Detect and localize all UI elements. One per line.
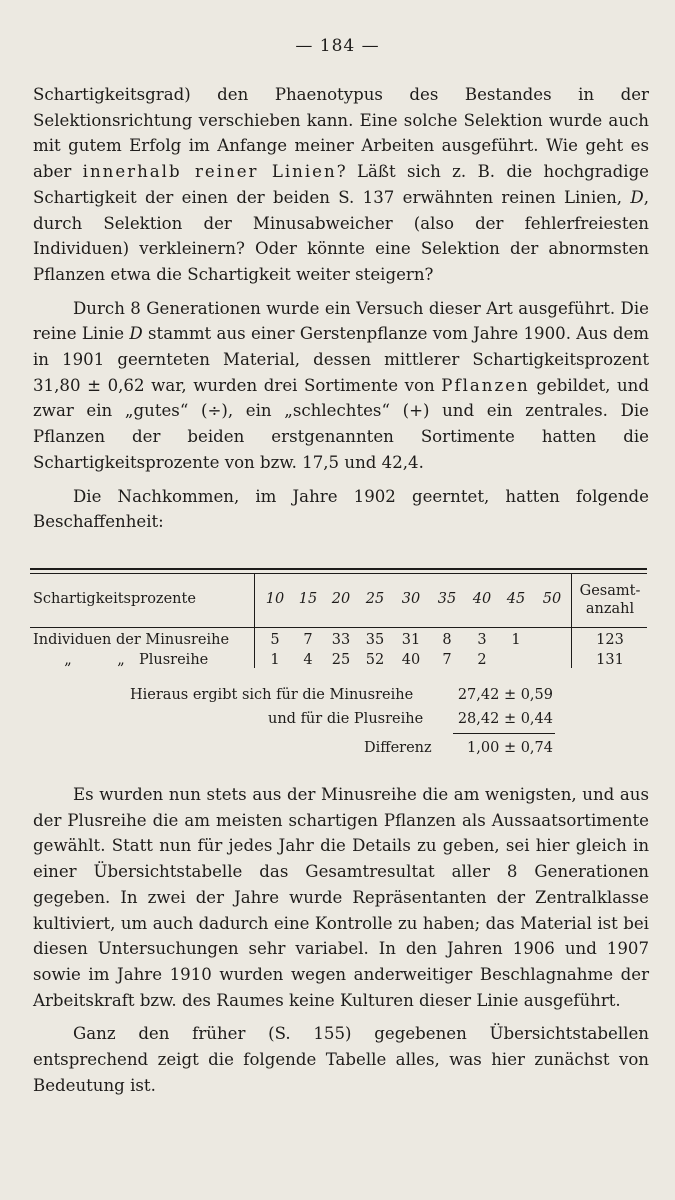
table-top-rule — [30, 568, 647, 570]
class-header: 35 — [437, 591, 457, 607]
body-text-top — [33, 82, 649, 535]
result-line-2-value: 28,42 ± 0,44 — [457, 711, 553, 727]
difference-value: 1,00 ± 0,74 — [467, 740, 553, 756]
result-line-1-label: Hieraus ergibt sich für die Minusreihe — [130, 687, 414, 703]
difference-rule — [453, 733, 555, 734]
paragraph-2-part-b: stammt aus einer Gerstenpflanze vom Jahre 1900. Aus dem in 1901 geernteten Material, dessen mittlerer Schartigkeitsprozent 31,80 ± 0,62 war, wurden drei Sortimente von — [33, 324, 649, 395]
table-top-rule-2 — [30, 573, 647, 574]
table-cell: 5 — [270, 632, 280, 648]
total-header-line-2: anzahl — [585, 601, 635, 617]
row-label-plus: „ „ Plusreihe — [64, 652, 209, 668]
table-cell: 25 — [331, 652, 351, 668]
class-header: 45 — [506, 591, 526, 607]
table-header-label: Schartigkeitsprozente — [33, 591, 196, 607]
table-cell: 8 — [442, 632, 452, 648]
table-cell: 35 — [365, 632, 385, 648]
paragraph-1 — [33, 82, 649, 288]
paragraph-3: Die Nachkommen, im Jahre 1902 geerntet, hatten folgende Beschaffenheit: — [33, 486, 649, 532]
difference-label: Differenz — [364, 740, 432, 756]
paragraph-2-part-a: Durch 8 Generationen wurde ein Versuch dieser Art ausgeführt. Die reine Linie — [33, 298, 649, 344]
result-line-2-label: und für die Plusreihe — [268, 711, 424, 727]
table-cell: 7 — [442, 652, 452, 668]
table-cell: 7 — [303, 632, 313, 648]
spaced-emphasis-2: Pflanzen — [441, 375, 530, 395]
paragraph-4: Es wurden nun stets aus der Minusreihe die am wenigsten, und aus der Plusreihe die am meisten schartigen Pflanzen als Aussaatsortimente gewählt. Statt nun für jedes Jahr die Details zu geben, sei hier gleich in einer Übersichtstabelle das Gesamtresultat aller 8 Generationen gegeben. In zwei der Jahre wurde Repräsentanten der Zentralklasse kultiviert, um auch dadurch eine Kontrolle zu haben; das Material ist bei diesen Untersuchungen sehr variabel. In den Jahren 1906 und 1907 sowie im Jahre 1910 wurden wegen anderweitiger Beschlagnahme der Arbeitskraft bzw. des Raumes keine Kulturen dieser Linie ausgeführt. — [33, 785, 649, 1010]
table-cell: 1 — [511, 632, 521, 648]
paragraph-2 — [33, 296, 649, 476]
table-cell: 52 — [365, 652, 385, 668]
class-header: 30 — [401, 591, 421, 607]
line-d-italic: D — [630, 187, 644, 207]
table-cell: 40 — [401, 652, 421, 668]
page-number: — 184 — — [295, 36, 380, 56]
table-cell: 4 — [303, 652, 313, 668]
total-header-line-1: Gesamt- — [579, 583, 641, 599]
result-line-1-value: 27,42 ± 0,59 — [457, 687, 553, 703]
class-header: 15 — [298, 591, 318, 607]
class-header: 40 — [472, 591, 492, 607]
paragraph-1-part-c: , durch Selektion der Minusabweicher (also der fehlerfreiesten Individuen) verkleinern? Oder könnte eine Selektion der abnormsten Pflanzen etwa die Schartigkeit weiter steigern? — [33, 187, 649, 284]
table-vertical-rule-left — [254, 574, 255, 668]
body-text-bottom — [33, 782, 649, 1098]
paragraph-1-part-a: Schartigkeitsgrad) den Phaenotypus des Bestandes in der Selektionsrichtung verschieben kann. Eine solche Selektion wurde auch mit gutem Erfolg im Anfange meiner Arbeiten ausgeführt. Wie geht es aber — [33, 85, 649, 182]
line-d-italic-2: D — [129, 324, 143, 344]
table-cell: 2 — [477, 652, 487, 668]
class-header: 20 — [331, 591, 351, 607]
table-cell: 33 — [331, 632, 351, 648]
paragraph-5: Ganz den früher (S. 155) gegebenen Übersichtstabellen entsprechend zeigt die folgende Tabelle alles, was hier zunächst von Bedeutung ist. — [33, 1024, 649, 1095]
class-header: 50 — [542, 591, 562, 607]
table-cell: 1 — [270, 652, 280, 668]
total-plus: 131 — [596, 652, 624, 668]
spaced-emphasis: innerhalb reiner Linien — [82, 162, 337, 182]
total-minus: 123 — [596, 632, 624, 648]
table-cell: 31 — [401, 632, 421, 648]
table-header-rule — [30, 627, 647, 628]
class-header: 10 — [265, 591, 285, 607]
table-cell: 3 — [477, 632, 487, 648]
row-label-minus: Individuen der Minusreihe — [33, 632, 230, 648]
class-header: 25 — [365, 591, 385, 607]
table-vertical-rule-right — [571, 574, 572, 668]
paragraph-1-part-b: ? Läßt sich z. B. die hochgradige Schartigkeit der einen der beiden S. 137 erwähnten reinen Linien, — [33, 162, 650, 207]
paragraph-2-part-c: gebildet, und zwar ein „gutes“ (÷), ein „schlechtes“ (+) und ein zentrales. Die Pflanzen der beiden erstgenannten Sortimente hatten die Schartigkeitsprozente von bzw. 17,5 und 42,4. — [33, 375, 649, 472]
